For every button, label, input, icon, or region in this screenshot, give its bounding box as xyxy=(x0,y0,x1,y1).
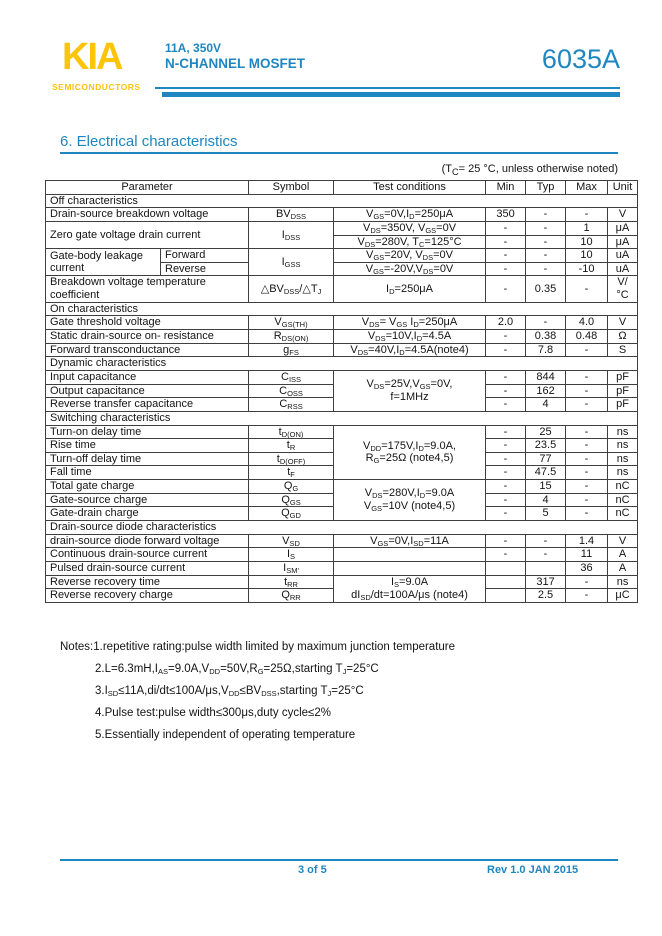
table-cell: - xyxy=(566,425,608,439)
table-cell: - xyxy=(486,439,526,453)
table-cell: Total gate charge xyxy=(46,480,249,494)
table-cell xyxy=(486,589,526,603)
table-cell: - xyxy=(486,370,526,384)
electrical-table-body xyxy=(46,181,638,603)
table-cell: $t_R$ xyxy=(249,439,334,453)
table-row xyxy=(46,343,638,357)
table-cell: $t_{D(ON)}$ xyxy=(249,425,334,439)
table-cell: - xyxy=(526,249,566,263)
section-row xyxy=(46,521,638,535)
column-header-unit: Unit xyxy=(608,181,638,195)
table-cell: ns xyxy=(608,452,638,466)
table-cell: Rise time xyxy=(46,439,249,453)
table-cell: - xyxy=(566,343,608,357)
table-cell: Gate threshold voltage xyxy=(46,316,249,330)
note-item: 4.Pulse test:pulse width≤300μs,duty cycle≤2% xyxy=(95,707,331,719)
table-cell: V xyxy=(608,316,638,330)
column-header-symbol: Symbol xyxy=(249,181,334,195)
table-cell: 350 xyxy=(486,208,526,222)
note-item: $2.L=6.3mH,I_{AS}=9.0A,V_{DD}=50V,R_G=25\Omega,starting$ $T_J=25^\circ C$ xyxy=(95,663,379,676)
table-cell: - xyxy=(486,276,526,302)
table-row xyxy=(46,480,638,494)
table-cell: - xyxy=(486,493,526,507)
table-row xyxy=(46,548,638,562)
section-header-cell: Drain-source diode characteristics xyxy=(46,521,638,535)
table-cell: $V_{GS}=0V,I_D=250\mu A$ xyxy=(334,208,486,222)
table-cell: V xyxy=(608,534,638,548)
table-cell: - xyxy=(566,439,608,453)
table-cell: 4 xyxy=(526,398,566,412)
notes-section xyxy=(60,636,455,746)
column-header-parameter: Parameter xyxy=(46,181,249,195)
section-header-cell: Off characteristics xyxy=(46,194,638,208)
table-cell: Gate-drain charge xyxy=(46,507,249,521)
table-row xyxy=(46,370,638,384)
table-cell: Turn-off delay time xyxy=(46,452,249,466)
table-cell: 11 xyxy=(566,548,608,562)
notes-label: Notes: xyxy=(60,641,94,653)
table-cell: $\triangle BV_{DSS}/\triangle T_J$ xyxy=(249,276,334,302)
table-cell: - xyxy=(526,235,566,249)
table-cell: uA xyxy=(608,262,638,276)
table-cell: $I_{GSS}$ xyxy=(249,249,334,276)
table-cell: - xyxy=(566,398,608,412)
column-header-max: Max xyxy=(566,181,608,195)
table-cell: Reverse recovery charge xyxy=(46,589,249,603)
table-cell: V/ °C xyxy=(608,276,638,302)
table-cell: Reverse transfer capacitance xyxy=(46,398,249,412)
table-cell: $g_{FS}$ xyxy=(249,343,334,357)
table-cell: $V_{DS}= V_{GS}$ $I_D=250\mu A$ xyxy=(334,316,486,330)
section-row xyxy=(46,302,638,316)
table-cell: $V_{DS}=280V,I_D=9.0A$ $V_{GS}=10V$ (note4,5) xyxy=(334,480,486,521)
table-cell: 1 xyxy=(566,221,608,235)
table-cell: $Q_{RR}$ xyxy=(249,589,334,603)
table-cell: Breakdown voltage temperature coefficient xyxy=(46,276,249,302)
table-cell: - xyxy=(486,480,526,494)
table-cell: - xyxy=(486,534,526,548)
table-cell: - xyxy=(526,534,566,548)
table-row xyxy=(46,276,638,302)
table-cell: Input capacitance xyxy=(46,370,249,384)
table-cell: $Q_{GD}$ xyxy=(249,507,334,521)
table-cell: Reverse xyxy=(161,262,249,276)
table-row xyxy=(46,316,638,330)
table-cell: V xyxy=(608,208,638,222)
table-row xyxy=(46,330,638,344)
table-cell: $Q_G$ xyxy=(249,480,334,494)
table-cell: - xyxy=(566,507,608,521)
table-row xyxy=(46,575,638,589)
table-cell: $V_{DD}=175V,I_D=9.0A$, $R_G=25\Omega$ (note4,5) xyxy=(334,425,486,480)
section-header-cell: On characteristics xyxy=(46,302,638,316)
table-cell: - xyxy=(486,235,526,249)
table-cell: Zero gate voltage drain current xyxy=(46,221,249,248)
table-cell: 10 xyxy=(566,235,608,249)
table-cell: 4.0 xyxy=(566,316,608,330)
column-header-test-conditions: Test conditions xyxy=(334,181,486,195)
header-rule-thin xyxy=(155,87,620,89)
note-item: Notes:1.repetitive rating:pulse width limited by maximum junction temperature xyxy=(60,641,456,653)
footer-rule xyxy=(60,859,618,861)
table-cell: $Q_{GS}$ xyxy=(249,493,334,507)
table-cell: $I_D=250\mu A$ xyxy=(334,276,486,302)
table-cell: - xyxy=(486,384,526,398)
table-cell: Ω xyxy=(608,330,638,344)
table-cell: - xyxy=(526,221,566,235)
table-row xyxy=(46,221,638,235)
table-row xyxy=(46,534,638,548)
table-cell: - xyxy=(486,548,526,562)
table-cell: $t_F$ xyxy=(249,466,334,480)
table-cell: - xyxy=(486,221,526,235)
table-cell: $V_{DS}=40V,I_D=4.5A(note4)$ xyxy=(334,343,486,357)
table-cell: - xyxy=(486,466,526,480)
section-row xyxy=(46,357,638,371)
table-row xyxy=(46,208,638,222)
condition-note: ($T_C= 25$ °C, unless otherwise noted) xyxy=(441,163,618,178)
section-header-cell: Switching characteristics xyxy=(46,411,638,425)
table-cell: $V_{SD}$ xyxy=(249,534,334,548)
table-cell: - xyxy=(526,316,566,330)
table-cell: - xyxy=(566,276,608,302)
table-cell: pF xyxy=(608,370,638,384)
table-cell: 36 xyxy=(566,561,608,575)
table-cell: ns xyxy=(608,439,638,453)
table-cell: uA xyxy=(608,249,638,263)
table-cell: Output capacitance xyxy=(46,384,249,398)
note-item: $3.I_{SD}\le 11A,di/dt\le 100A/\mu s,V_{DD}\le BV_{DSS},starting$ $T_J=25^\circ C$ xyxy=(95,685,364,698)
table-cell: nC xyxy=(608,493,638,507)
table-cell: Forward xyxy=(161,249,249,263)
section-title-underline xyxy=(60,152,618,154)
table-cell: - xyxy=(486,398,526,412)
table-cell: 2.5 xyxy=(526,589,566,603)
table-cell: $V_{DS}=25V,V_{GS}=0V$, f=1MHz xyxy=(334,370,486,411)
table-cell: $R_{DS(ON)}$ xyxy=(249,330,334,344)
table-cell: $V_{DS}=280V$, $T_C=125^\circ C$ xyxy=(334,235,486,249)
product-rating: 11A, 350V xyxy=(165,41,222,55)
table-cell: $C_{ISS}$ xyxy=(249,370,334,384)
table-header-row xyxy=(46,181,638,195)
table-cell: - xyxy=(566,589,608,603)
table-cell: $V_{GS}=0V,I_{SD}=11A$ xyxy=(334,534,486,548)
column-header-typ: Typ xyxy=(526,181,566,195)
table-cell: - xyxy=(566,370,608,384)
table-cell: Static drain-source on- resistance xyxy=(46,330,249,344)
table-cell xyxy=(334,548,486,562)
table-cell: - xyxy=(566,466,608,480)
table-cell: 317 xyxy=(526,575,566,589)
table-row xyxy=(46,425,638,439)
table-cell: $C_{RSS}$ xyxy=(249,398,334,412)
table-cell: 7.8 xyxy=(526,343,566,357)
section-title: 6. Electrical characteristics xyxy=(60,133,238,150)
notes-list xyxy=(60,636,455,746)
table-cell: - xyxy=(486,249,526,263)
table-cell: 844 xyxy=(526,370,566,384)
section-row xyxy=(46,194,638,208)
table-cell: Drain-source breakdown voltage xyxy=(46,208,249,222)
table-cell: pF xyxy=(608,398,638,412)
table-cell: ns xyxy=(608,425,638,439)
table-cell: - xyxy=(486,425,526,439)
table-cell: - xyxy=(566,575,608,589)
table-cell: $V_{DS}=350V$, $V_{GS}=0V$ xyxy=(334,221,486,235)
column-header-min: Min xyxy=(486,181,526,195)
section-row xyxy=(46,411,638,425)
table-cell: 10 xyxy=(566,249,608,263)
table-cell: 5 xyxy=(526,507,566,521)
table-cell: Forward transconductance xyxy=(46,343,249,357)
table-cell: Gate-body leakage current xyxy=(46,249,161,276)
table-cell: - xyxy=(486,452,526,466)
table-cell: $I_{SM'}$ xyxy=(249,561,334,575)
product-type: N-CHANNEL MOSFET xyxy=(165,56,305,71)
table-cell: Continuous drain-source current xyxy=(46,548,249,562)
table-cell: A xyxy=(608,548,638,562)
table-cell: $BV_{DSS}$ xyxy=(249,208,334,222)
table-cell: $I_S$ xyxy=(249,548,334,562)
table-cell: 0.38 xyxy=(526,330,566,344)
table-cell: $V_{GS}=-20V,V_{DS}=0V$ xyxy=(334,262,486,276)
table-cell: - xyxy=(526,262,566,276)
table-cell: μC xyxy=(608,589,638,603)
table-cell: 162 xyxy=(526,384,566,398)
table-cell: $C_{OSS}$ xyxy=(249,384,334,398)
table-cell: 4 xyxy=(526,493,566,507)
table-cell: μA xyxy=(608,235,638,249)
table-cell: 47.5 xyxy=(526,466,566,480)
note-item: 5.Essentially independent of operating temperature xyxy=(95,729,356,741)
table-cell: - xyxy=(566,384,608,398)
table-cell: ns xyxy=(608,466,638,480)
table-cell: 0.48 xyxy=(566,330,608,344)
table-cell: 2.0 xyxy=(486,316,526,330)
table-cell: - xyxy=(566,208,608,222)
logo-subtext: SEMICONDUCTORS xyxy=(52,82,141,92)
header-rule-thick xyxy=(162,92,620,97)
table-cell: - xyxy=(486,343,526,357)
table-cell: $I_{DSS}$ xyxy=(249,221,334,248)
table-cell: Gate-source charge xyxy=(46,493,249,507)
table-cell: ns xyxy=(608,575,638,589)
table-cell: - xyxy=(566,493,608,507)
table-cell: Turn-on delay time xyxy=(46,425,249,439)
table-cell: 77 xyxy=(526,452,566,466)
revision-label: Rev 1.0 JAN 2015 xyxy=(487,864,579,876)
section-header-cell: Dynamic characteristics xyxy=(46,357,638,371)
table-cell: Pulsed drain-source current xyxy=(46,561,249,575)
table-cell: - xyxy=(486,507,526,521)
page-indicator: 3 of 5 xyxy=(298,864,327,876)
table-cell: 1.4 xyxy=(566,534,608,548)
table-cell: Reverse recovery time xyxy=(46,575,249,589)
table-cell: $t_{D(OFF)}$ xyxy=(249,452,334,466)
part-number: 6035A xyxy=(541,44,620,74)
table-cell: 15 xyxy=(526,480,566,494)
table-cell: A xyxy=(608,561,638,575)
table-cell: - xyxy=(486,330,526,344)
table-cell: nC xyxy=(608,507,638,521)
electrical-characteristics-table xyxy=(45,180,638,603)
table-cell: Fall time xyxy=(46,466,249,480)
table-row xyxy=(46,561,638,575)
table-cell: $V_{DS}=10V,I_D=4.5A$ xyxy=(334,330,486,344)
table-cell: -10 xyxy=(566,262,608,276)
table-cell xyxy=(486,561,526,575)
table-cell xyxy=(334,561,486,575)
table-cell: $t_{RR}$ xyxy=(249,575,334,589)
table-cell: nC xyxy=(608,480,638,494)
table-cell: 0.35 xyxy=(526,276,566,302)
kia-logo: KIA xyxy=(62,36,122,78)
table-cell: - xyxy=(566,452,608,466)
table-cell: $V_{GS(TH)}$ xyxy=(249,316,334,330)
table-cell xyxy=(486,575,526,589)
table-cell: μA xyxy=(608,221,638,235)
table-cell: - xyxy=(526,548,566,562)
table-cell: - xyxy=(566,480,608,494)
table-cell: 25 xyxy=(526,425,566,439)
table-cell: 23.5 xyxy=(526,439,566,453)
table-cell: $I_S=9.0A$ $dI_{SD}/dt=100A/\mu s$ (note4) xyxy=(334,575,486,602)
table-row xyxy=(46,249,638,263)
table-cell: - xyxy=(526,208,566,222)
table-cell: $V_{GS}=20V$, $V_{DS}=0V$ xyxy=(334,249,486,263)
table-cell xyxy=(526,561,566,575)
table-cell: - xyxy=(486,262,526,276)
table-cell: drain-source diode forward voltage xyxy=(46,534,249,548)
table-cell: pF xyxy=(608,384,638,398)
table-cell: S xyxy=(608,343,638,357)
